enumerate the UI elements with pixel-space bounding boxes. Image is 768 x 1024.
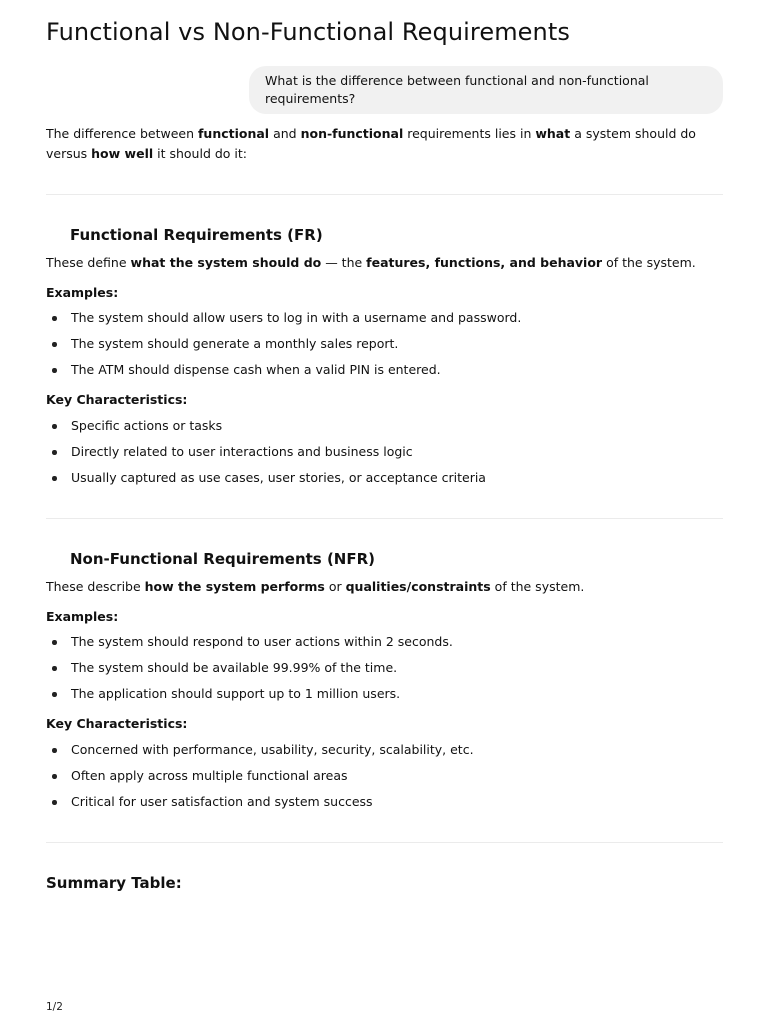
functional-key-list (46, 417, 486, 495)
functional-examples-list (46, 309, 521, 387)
functional-examples-label: Examples: (46, 285, 119, 300)
divider (46, 518, 723, 519)
list-item: The ATM should dispense cash when a valid PIN is entered. (46, 361, 521, 387)
list-item: Directly related to user interactions and business logic (46, 443, 486, 469)
list-item: The system should be available 99.99% of the time. (46, 659, 453, 685)
list-item: Critical for user satisfaction and system success (46, 793, 474, 819)
nonfunctional-examples-label: Examples: (46, 609, 119, 624)
list-item: The application should support up to 1 million users. (46, 685, 453, 711)
list-item: Usually captured as use cases, user stories, or acceptance criteria (46, 469, 486, 495)
list-item: Concerned with performance, usability, security, scalability, etc. (46, 741, 474, 767)
nonfunctional-key-list (46, 741, 474, 819)
functional-description: These define what the system should do — the features, functions, and behavior of the system. (46, 255, 696, 270)
divider (46, 842, 723, 843)
nonfunctional-key-label: Key Characteristics: (46, 716, 188, 731)
list-item: Specific actions or tasks (46, 417, 486, 443)
divider (46, 194, 723, 195)
list-item: Often apply across multiple functional areas (46, 767, 474, 793)
nonfunctional-examples-list (46, 633, 453, 711)
page-title: Functional vs Non-Functional Requirements (46, 18, 570, 46)
nonfunctional-heading: Non-Functional Requirements (NFR) (70, 550, 376, 568)
list-item: The system should respond to user actions within 2 seconds. (46, 633, 453, 659)
nonfunctional-description: These describe how the system performs or qualities/constraints of the system. (46, 579, 585, 594)
list-item: The system should allow users to log in with a username and password. (46, 309, 521, 335)
functional-heading: Functional Requirements (FR) (70, 226, 323, 244)
summary-table-heading: Summary Table: (46, 874, 182, 892)
intro-paragraph: The difference between functional and non-functional requirements lies in what a system should do versus how well it should do it: (46, 126, 696, 161)
functional-key-label: Key Characteristics: (46, 392, 188, 407)
list-item: The system should generate a monthly sales report. (46, 335, 521, 361)
user-message-bubble: What is the difference between functional and non-functional requirements? (249, 66, 723, 114)
page-number: 1/2 (46, 1001, 63, 1013)
